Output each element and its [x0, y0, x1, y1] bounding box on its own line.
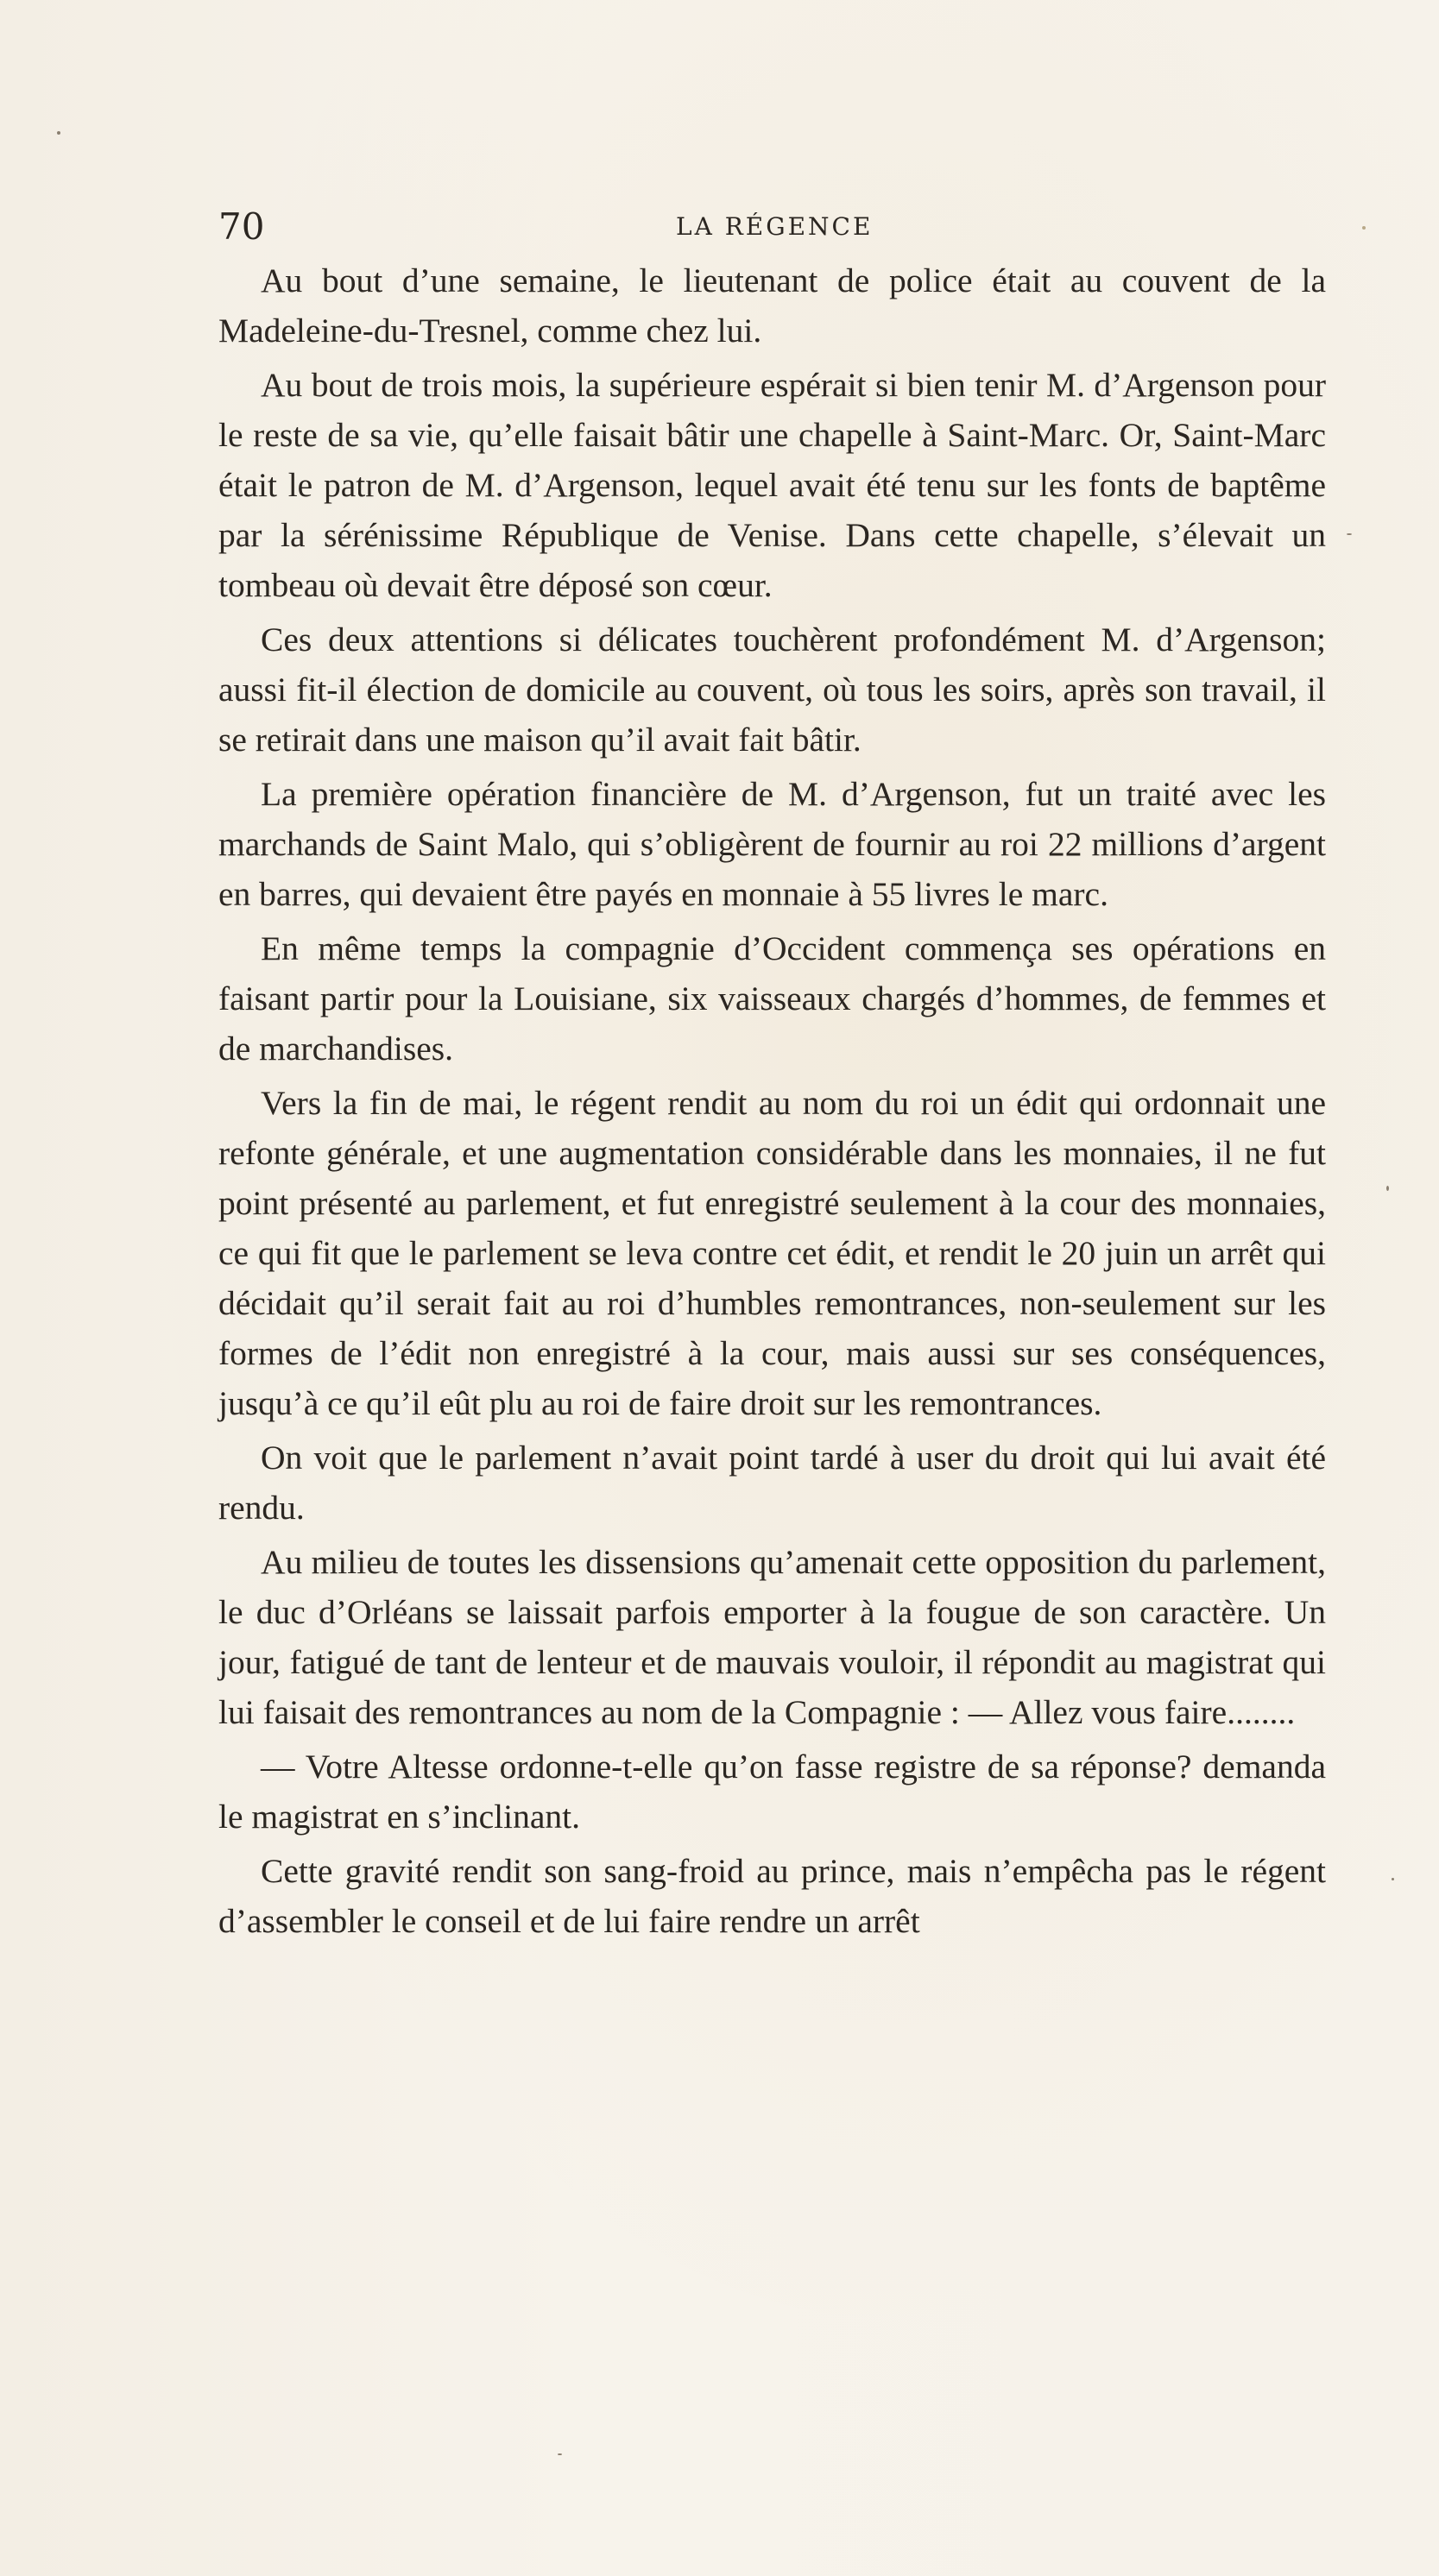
- paragraph: — Votre Altesse ordonne-t-elle qu’on fasse registre de sa réponse? demanda le magistrat en s’inclinant.: [218, 1748, 1326, 1836]
- paragraph: Au bout de trois mois, la supérieure espérait si bien tenir M. d’Argenson pour le reste de sa vie, qu’elle faisait bâtir une chapelle à Saint-Marc. Or, Saint-Marc était le patron de M. d’Argenson, lequel avait été tenu sur les fonts de baptême par la sérénissime République de Venise. Dans cette chapelle, s’élevait un tombeau où devait être déposé son cœur.: [218, 366, 1326, 604]
- paper-speck: [558, 2453, 562, 2455]
- page-number: 70: [218, 205, 265, 248]
- paragraph: Au milieu de toutes les dissensions qu’amenait cette opposition du parlement, le duc d’Orléans se laissait parfois emporter à la fougue de son caractère. Un jour, fatigué de tant de lenteur et de mauvais vouloir, il répondit au magistrat qui lui faisait des remontrances au nom de la Compagnie : — Allez vous faire........: [218, 1543, 1326, 1731]
- paper-speck: [1347, 533, 1352, 535]
- paper-speck: [57, 131, 60, 135]
- paragraph: Ces deux attentions si délicates touchèrent profondément M. d’Argenson; aussi fit-il élection de domicile au couvent, où tous les soirs, après son travail, il se retirait dans une maison qu’il avait fait bâtir.: [218, 620, 1326, 759]
- running-title: LA RÉGENCE: [676, 212, 874, 241]
- paper-speck: [1362, 226, 1366, 230]
- paragraph: En même temps la compagnie d’Occident commença ses opérations en faisant partir pour la Louisiane, six vaisseaux chargés d’hommes, de femmes et de marchandises.: [218, 929, 1326, 1068]
- paragraph: Vers la fin de mai, le régent rendit au nom du roi un édit qui ordonnait une refonte générale, et une augmentation considérable dans les monnaies, il ne fut point présenté au parlement, et fut enregistré seulement à la cour des monnaies, ce qui fit que le parlement se leva contre cet édit, et rendit le 20 juin un arrêt qui décidait qu’il serait fait au roi d’humbles remontrances, non-seulement sur les formes de l’édit non enregistré à la cour, mais aussi sur ses conséquences, jusqu’à ce qu’il eût plu au roi de faire droit sur les remontrances.: [218, 1084, 1326, 1422]
- paragraph: On voit que le parlement n’avait point tardé à user du droit qui lui avait été rendu.: [218, 1439, 1326, 1527]
- paragraph: La première opération financière de M. d’Argenson, fut un traité avec les marchands de Saint Malo, qui s’obligèrent de fournir au roi 22 millions d’argent en barres, qui devaient être payés en monnaie à 55 livres le marc.: [218, 775, 1326, 913]
- paragraph: Cette gravité rendit son sang-froid au prince, mais n’empêcha pas le régent d’assembler le conseil et de lui faire rendre un arrêt: [218, 1852, 1326, 1940]
- paper-speck: [1392, 1878, 1394, 1880]
- body-text: [218, 255, 1326, 1950]
- paragraph: Au bout d’une semaine, le lieutenant de police était au couvent de la Madeleine-du-Tresnel, comme chez lui.: [218, 261, 1326, 350]
- page-header: [218, 205, 1326, 249]
- paper-speck: [1386, 1186, 1389, 1191]
